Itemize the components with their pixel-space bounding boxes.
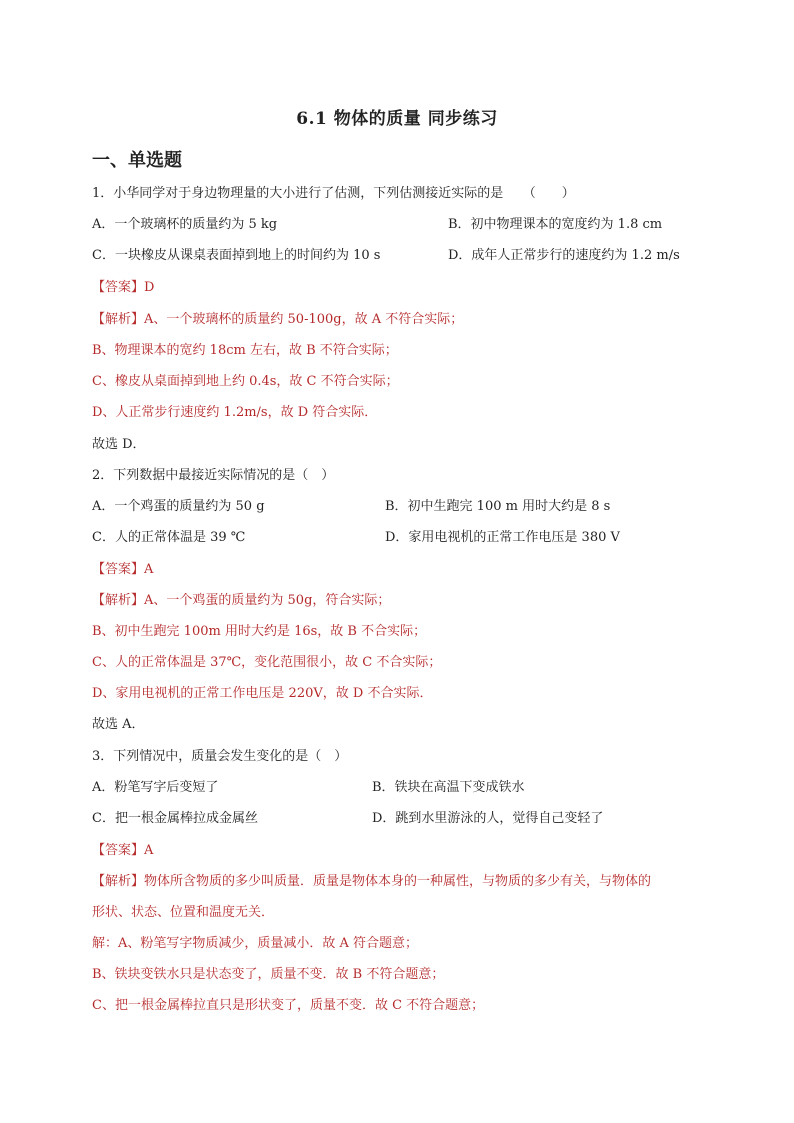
question-2-stem: 2．下列数据中最接近实际情况的是（ ） (92, 468, 335, 483)
question-1-analysis-line: D、人正常步行速度约 1.2m/s，故 D 符合实际． (92, 405, 378, 420)
analysis-text: 物体所含物质的多少叫质量．质量是物体本身的一种属性，与物质的多少有关，与物体的 (144, 874, 652, 889)
question-3-analysis-line: 解：A、粉笔写字物质减少，质量减小．故 A 符合题意； (92, 936, 419, 951)
analysis-tag: 【解析】 (92, 593, 145, 608)
question-3-analysis-line: B、铁块变铁水只是状态变了，质量不变．故 B 不符合题意； (92, 967, 445, 982)
question-2-answer (92, 561, 153, 579)
question-3-analysis-line (92, 873, 651, 891)
question-3-option-c: C．把一根金属棒拉成金属丝 (92, 811, 258, 826)
answer-tag: 【答案】 (92, 562, 145, 577)
question-2-option-d: D．家用电视机的正常工作电压是 380 V (385, 530, 620, 545)
analysis-text: A、一个鸡蛋的质量约为 50g，符合实际； (144, 593, 391, 608)
question-3-option-a: A．粉笔写字后变短了 (92, 780, 219, 795)
analysis-text: A、一个玻璃杯的质量约 50-100g，故 A 不符合实际； (144, 312, 464, 327)
question-1-conclusion: 故选 D． (92, 437, 146, 452)
question-3-analysis-line: 形状、状态、位置和温度无关． (92, 905, 275, 920)
answer-tag: 【答案】 (92, 843, 145, 858)
question-1-option-d: D．成年人正常步行的速度约为 1.2 m/s (448, 248, 680, 263)
question-2-option-c: C．人的正常体温是 39 ℃ (92, 530, 246, 545)
question-3-option-d: D．跳到水里游泳的人，觉得自己变轻了 (372, 811, 604, 826)
question-2-analysis-line: D、家用电视机的正常工作电压是 220V，故 D 不合实际． (92, 686, 433, 701)
analysis-tag: 【解析】 (92, 312, 145, 327)
answer-value: D (144, 280, 155, 295)
question-2-option-b: B．初中生跑完 100 m 用时大约是 8 s (385, 499, 611, 514)
question-2-analysis-line (92, 592, 390, 610)
question-2-conclusion: 故选 A． (92, 717, 145, 732)
question-2-analysis-line: C、人的正常体温是 37℃，变化范围很小，故 C 不合实际； (92, 655, 442, 670)
question-3-stem: 3．下列情况中，质量会发生变化的是（ ） (92, 749, 348, 764)
question-1-option-b: B．初中物理课本的宽度约为 1.8 cm (448, 217, 663, 232)
question-1-analysis-line: C、橡皮从桌面掉到地上约 0.4s，故 C 不符合实际； (92, 374, 399, 389)
question-3-analysis-line: C、把一根金属棒拉直只是形状变了，质量不变．故 C 不符合题意； (92, 998, 485, 1013)
question-1-analysis-line: B、物理课本的宽约 18cm 左右，故 B 不符合实际； (92, 343, 398, 358)
analysis-tag: 【解析】 (92, 874, 145, 889)
question-3-option-b: B．铁块在高温下变成铁水 (372, 780, 525, 795)
answer-value: A (144, 843, 154, 858)
question-2-option-a: A．一个鸡蛋的质量约为 50 g (92, 499, 265, 514)
question-2-analysis-line: B、初中生跑完 100m 用时大约是 16s，故 B 不合实际； (92, 624, 427, 639)
question-1-option-a: A．一个玻璃杯的质量约为 5 kg (92, 217, 278, 232)
question-1-option-c: C．一块橡皮从课桌表面掉到地上的时间约为 10 s (92, 248, 381, 263)
page-title: 6.1 物体的质量 同步练习 (296, 109, 498, 129)
question-1-stem: 1．小华同学对于身边物理量的大小进行了估测，下列估测接近实际的是 （ ） (92, 186, 575, 201)
question-3-answer (92, 842, 153, 860)
question-1-analysis-line (92, 311, 463, 329)
question-1-answer (92, 279, 154, 297)
answer-tag: 【答案】 (92, 280, 145, 295)
section-heading: 一、单选题 (92, 150, 182, 171)
answer-value: A (144, 562, 154, 577)
